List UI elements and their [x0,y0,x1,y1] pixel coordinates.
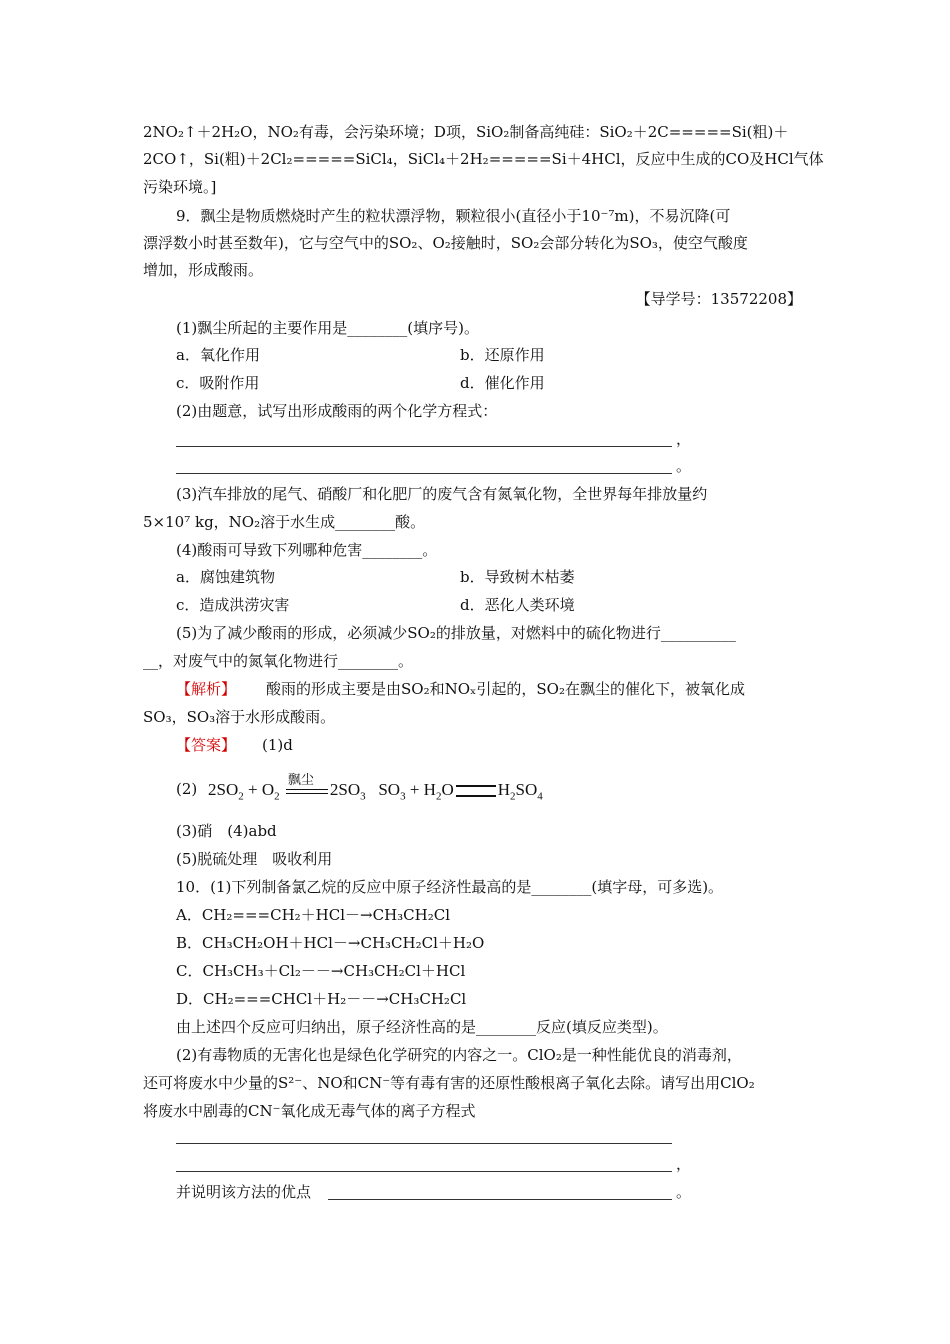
answer-blank [328,1199,672,1200]
analysis-tag: 【解析】 [176,680,237,698]
chemical-equation: $2SO_2 + O_2$ 飘尘 $2SO_3$ $SO_3 + H_2O$ $H_2SO_4$ [208,780,543,802]
question-10-part-2: 还可将废水中少量的S²⁻、NO和CN⁻等有毒有害的还原性酸根离子氧化去除。请写出用ClO₂ [143,1074,755,1092]
analysis-text: 酸雨的形成主要是由SO₂和NOₓ引起的，SO₂在飘尘的催化下，被氧化成 [266,680,745,698]
part-4-prompt: (4)酸雨可导致下列哪种危害________。 [176,541,438,559]
answer-2-label: (2) [176,780,198,798]
answer-blank [176,446,672,447]
option-D: D．CH₂===CHCl＋H₂－－→CH₃CH₂Cl [176,990,467,1008]
option-c: c．吸附作用 [176,374,260,392]
question-10-part-2: 将废水中剧毒的CN⁻氧化成无毒气体的离子方程式 [143,1102,476,1120]
answer-blank [176,1143,672,1144]
catalyst-label: 飘尘 [287,772,314,788]
part-3-line: (3)汽车排放的尾气、硝酸厂和化肥厂的废气含有氮氧化物，全世界每年排放量约 [176,485,708,503]
punctuation: ， [676,1155,692,1173]
text-line: 2NO₂↑＋2H₂O，NO₂有毒，会污染环境；D项，SiO₂制备高纯硅：SiO₂＋2C=====Si(粗)＋ [143,123,789,141]
text-line: 2CO↑，Si(粗)＋2Cl₂=====SiCl₄，SiCl₄＋2H₂=====Si＋4HCl，反应中生成的CO及HCl气体 [143,150,824,168]
option-C: C．CH₃CH₃＋Cl₂－－→CH₃CH₂Cl＋HCl [176,962,466,980]
question-9-line: 9．飘尘是物质燃烧时产生的粒状漂浮物，颗粒很小(直径小于10⁻⁷m)，不易沉降(可 [176,207,731,225]
equals-sign-icon [456,785,496,797]
question-10-part-2: (2)有毒物质的无害化也是绿色化学研究的内容之一。ClO₂是一种性能优良的消毒剂， [176,1046,742,1064]
option-c: c．造成洪涝灾害 [176,596,290,614]
option-d: d．催化作用 [460,374,545,392]
answer-blank [176,1171,672,1172]
answer-3-4: (3)硝 (4)abd [176,822,277,840]
advantage-prompt: 并说明该方法的优点 [176,1183,312,1201]
answer-5: (5)脱硫处理 吸收利用 [176,850,333,868]
text-line: 污染环境。] [143,178,217,196]
part-1-prompt: (1)飘尘所起的主要作用是________(填序号)。 [176,319,479,337]
question-9-line: 漂浮数小时甚至数年)，它与空气中的SO₂、O₂接触时，SO₂会部分转化为SO₃，使空气酸度 [143,234,748,252]
option-A: A．CH₂===CH₂＋HCl－→CH₃CH₂Cl [176,906,451,924]
part-2-prompt: (2)由题意，试写出形成酸雨的两个化学方程式： [176,402,498,420]
answer-blank [176,473,672,474]
answer-tag: 【答案】 [176,736,237,754]
option-a: a．腐蚀建筑物 [176,568,275,586]
option-b: b．导致树木枯萎 [460,568,575,586]
option-B: B．CH₃CH₂OH＋HCl－→CH₃CH₂Cl＋H₂O [176,934,485,952]
answer-1: (1)d [262,736,293,754]
option-b: b．还原作用 [460,346,545,364]
question-10-line: 10．(1)下列制备氯乙烷的反应中原子经济性最高的是________(填字母，可多选)。 [176,878,724,896]
punctuation: 。 [676,1183,692,1201]
punctuation: 。 [676,457,692,475]
question-9-line: 增加，形成酸雨。 [143,261,264,279]
part-5-line: __，对废气中的氮氧化物进行________。 [143,652,414,670]
part-5-line: (5)为了减少酸雨的形成，必须减少SO₂的排放量，对燃料中的硫化物进行__________ [176,624,736,642]
guide-number: 【导学号：13572208】 [635,290,802,308]
question-10-summary: 由上述四个反应可归纳出，原子经济性高的是________反应(填反应类型)。 [176,1018,668,1036]
punctuation: ， [676,430,692,448]
part-3-line: 5×10⁷ kg，NO₂溶于水生成________酸。 [143,513,426,531]
option-a: a．氧化作用 [176,346,260,364]
option-d: d．恶化人类环境 [460,596,575,614]
analysis-text: SO₃，SO₃溶于水形成酸雨。 [143,708,336,726]
reversible-arrow-icon [284,772,330,801]
